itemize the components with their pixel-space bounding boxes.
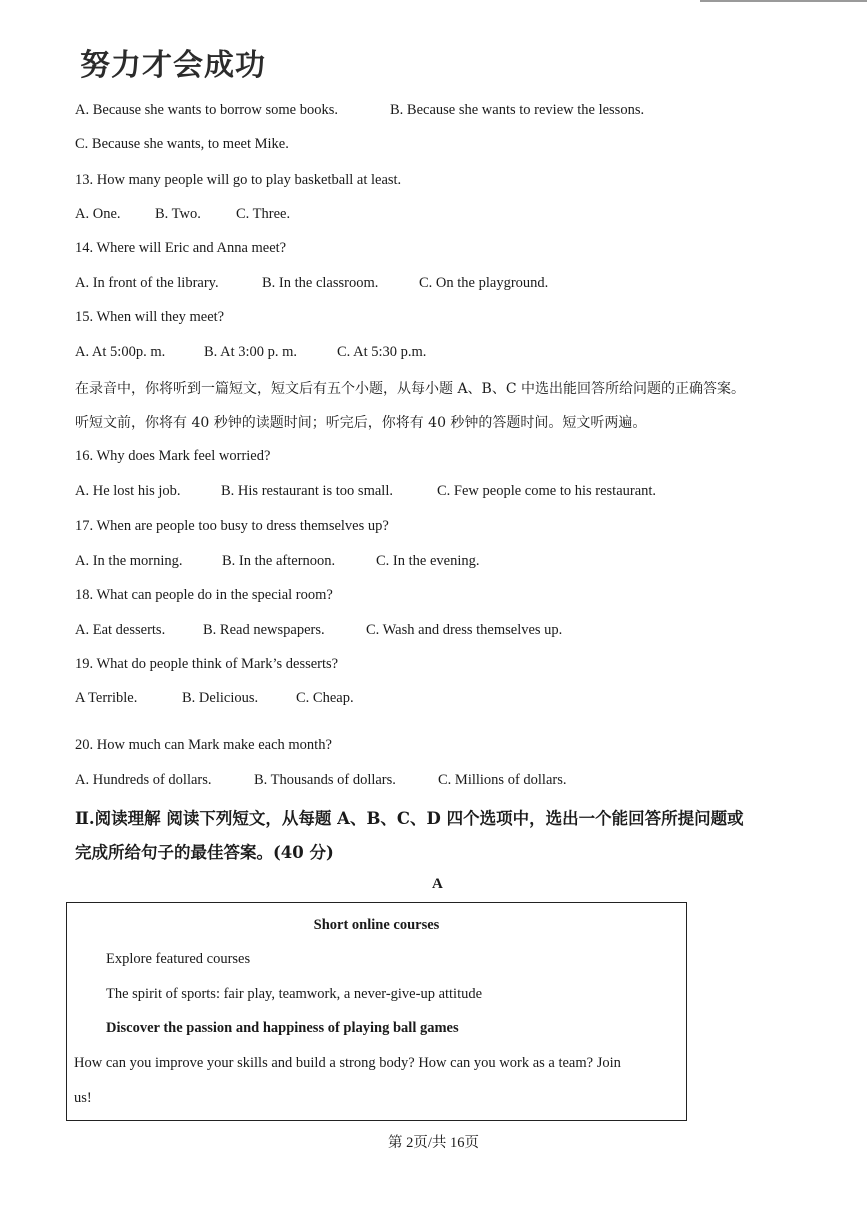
q17-option-b: B. In the afternoon. xyxy=(222,553,336,569)
section-2-heading-line-1: Ⅱ.阅读理解 阅读下列短文，从每题 A、B、C、D 四个选项中，选出一个能回答所提问题或 xyxy=(75,809,744,828)
q15-option-a: A. At 5:00p. m. xyxy=(75,344,166,360)
passage-part-label: A xyxy=(432,876,443,892)
passage-a-box xyxy=(66,902,687,1121)
q14-question: 14. Where will Eric and Anna meet? xyxy=(75,240,287,256)
passage-a-body-line-1: How can you improve your skills and build a strong body? How can you work as a team? Join xyxy=(74,1055,621,1071)
q20-option-a: A. Hundreds of dollars. xyxy=(75,772,212,788)
q19-option-a: A Terrible. xyxy=(75,690,138,706)
q14-option-a: A. In front of the library. xyxy=(75,275,219,291)
q19-option-c: C. Cheap. xyxy=(296,690,354,706)
q20-option-b: B. Thousands of dollars. xyxy=(254,772,396,788)
q17-option-c: C. In the evening. xyxy=(376,553,480,569)
q16-question: 16. Why does Mark feel worried? xyxy=(75,448,271,464)
page-total: 共 16页 xyxy=(431,1135,480,1151)
q17-option-a: A. In the morning. xyxy=(75,553,183,569)
q16-option-b: B. His restaurant is too small. xyxy=(221,483,393,499)
q13-option-b: B. Two. xyxy=(155,206,201,222)
listening-instructions-line-2: 听短文前，你将有 40 秒钟的读题时间；听完后，你将有 40 秒钟的答题时间。短文听两遍。 xyxy=(75,415,647,431)
scan-edge-line xyxy=(700,0,867,2)
q12-option-a: A. Because she wants to borrow some books. xyxy=(75,102,338,118)
q18-option-a: A. Eat desserts. xyxy=(75,622,166,638)
passage-a-title: Short online courses xyxy=(313,917,440,933)
q15-question: 15. When will they meet? xyxy=(75,309,225,325)
q16-option-c: C. Few people come to his restaurant. xyxy=(437,483,657,499)
q15-option-b: B. At 3:00 p. m. xyxy=(204,344,298,360)
q18-option-b: B. Read newspapers. xyxy=(203,622,325,638)
q14-option-c: C. On the playground. xyxy=(419,275,549,291)
q18-question: 18. What can people do in the special room? xyxy=(75,587,333,603)
q18-option-c: C. Wash and dress themselves up. xyxy=(366,622,563,638)
watermark-text: 努力才会成功 xyxy=(80,48,266,83)
page-footer xyxy=(0,1131,867,1152)
q17-question: 17. When are people too busy to dress themselves up? xyxy=(75,518,389,534)
q13-option-c: C. Three. xyxy=(236,206,291,222)
q20-option-c: C. Millions of dollars. xyxy=(438,772,567,788)
q12-option-c: C. Because she wants, to meet Mike. xyxy=(75,136,289,152)
q12-option-b: B. Because she wants to review the lessons. xyxy=(390,102,645,118)
passage-a-body-line-2: us! xyxy=(74,1090,92,1106)
q19-question: 19. What do people think of Mark’s desserts? xyxy=(75,656,339,672)
passage-a-line-2: The spirit of sports: fair play, teamwork, a never-give-up attitude xyxy=(106,986,483,1002)
listening-instructions-line-1: 在录音中，你将听到一篇短文，短文后有五个小题，从每小题 A、B、C 中选出能回答所给问题的正确答案。 xyxy=(75,381,746,397)
q20-question: 20. How much can Mark make each month? xyxy=(75,737,332,753)
q19-option-b: B. Delicious. xyxy=(182,690,259,706)
passage-a-line-1: Explore featured courses xyxy=(106,951,251,967)
q14-option-b: B. In the classroom. xyxy=(262,275,379,291)
q13-option-a: A. One. xyxy=(75,206,121,222)
passage-a-heading: Discover the passion and happiness of playing ball games xyxy=(106,1020,459,1036)
section-2-heading-line-2: 完成所给句子的最佳答案。(40 分) xyxy=(75,843,334,862)
q16-option-a: A. He lost his job. xyxy=(75,483,181,499)
q13-question: 13. How many people will go to play basketball at least. xyxy=(75,172,402,188)
q15-option-c: C. At 5:30 p.m. xyxy=(337,344,427,360)
page-number: 第 2页/ xyxy=(387,1135,432,1151)
